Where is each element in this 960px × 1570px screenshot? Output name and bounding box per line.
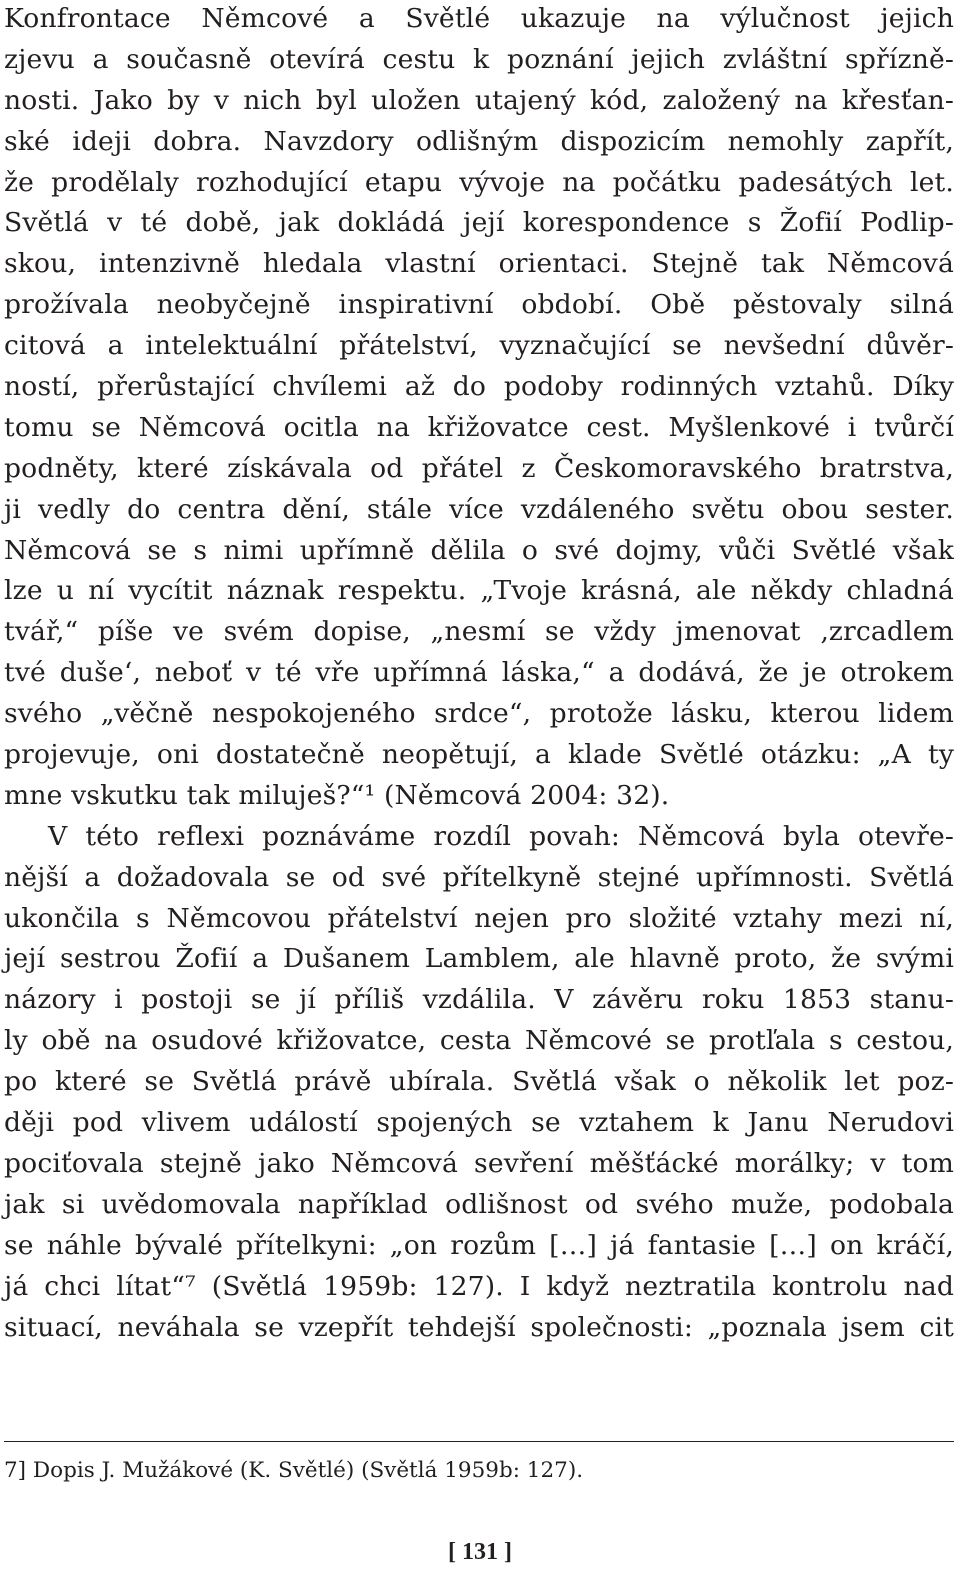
paragraph-first-line: V této reflexi poznáváme rozdíl povah: Němcová byla otevře-	[48, 820, 954, 852]
paragraph-last-line: mne vskutku tak miluješ?“¹ (Němcová 2004: 32).	[4, 779, 670, 811]
text-line: tomu se Němcová ocitla na křižovatce cest. Myšlenkové i tvůrčí	[4, 411, 954, 443]
text-line: tvář,“ píše ve svém dopise, „nesmí se vždy jmenovat ‚zrcadlem	[4, 616, 954, 648]
text-line: svého „věčně nespokojeného srdce“, protože lásku, kterou lidem	[4, 698, 954, 730]
footnote: 7] Dopis J. Mužákové (K. Světlé) (Světlá 1959b: 127).	[4, 1458, 584, 1483]
text-line: já chci lítat“⁷ (Světlá 1959b: 127). I když neztratila kontrolu nad	[4, 1270, 954, 1302]
text-line: podněty, které získávala od přátel z Českomoravského bratrstva,	[4, 452, 954, 484]
text-line: Světlá v té době, jak dokládá její korespondence s Žofií Podlip-	[4, 207, 954, 239]
text-line: Konfrontace Němcové a Světlé ukazuje na výlučnost jejich	[4, 3, 954, 34]
text-line: citová a intelektuální přátelství, vyznačující se nevšední důvěr-	[4, 330, 954, 362]
footnote-divider	[4, 1441, 954, 1442]
text-line: se náhle bývalé přítelkyni: „on rozům […] já fantasie […] on kráčí,	[4, 1229, 954, 1261]
text-line: její sestrou Žofií a Dušanem Lamblem, ale hlavně proto, že svými	[4, 943, 954, 975]
text-line: ji vedly do centra dění, stále více vzdáleného světu obou sester.	[4, 493, 954, 525]
text-line: pociťovala stejně jako Němcová sevření měšťácké morálky; v tom	[4, 1147, 954, 1179]
text-line: lze u ní vycítit náznak respektu. „Tvoje krásná, ale někdy chladná	[4, 575, 954, 607]
text-line: zjevu a současně otevírá cestu k poznání jejich zvláštní spřízně-	[4, 43, 954, 75]
text-line: ské ideji dobra. Navzdory odlišným dispozicím nemohly zapřít,	[4, 125, 954, 157]
text-line: po které se Světlá právě ubírala. Světlá však o několik let poz-	[4, 1066, 954, 1098]
text-line: projevuje, oni dostatečně neopětují, a klade Světlé otázku: „A ty	[4, 739, 954, 771]
text-line: ností, přerůstající chvílemi až do podoby rodinných vztahů. Díky	[4, 371, 954, 403]
text-line: ly obě na osudové křižovatce, cesta Němcové se protľala s cestou,	[4, 1025, 954, 1057]
body-text	[4, 0, 954, 1349]
text-line: nosti. Jako by v nich byl uložen utajený kód, založený na křesťan-	[4, 84, 954, 116]
text-line: tvé duše‘, neboť v té vře upřímná láska,“ a dodává, že je otrokem	[4, 657, 954, 689]
text-line: že prodělaly rozhodující etapu vývoje na počátku padesátých let.	[4, 166, 954, 198]
text-line: Němcová se s nimi upřímně dělila o své dojmy, vůči Světlé však	[4, 534, 954, 566]
text-line: prožívala neobyčejně inspirativní období. Obě pěstovaly silná	[4, 289, 954, 321]
text-line: ději pod vlivem událostí spojených se vztahem k Janu Nerudovi	[4, 1107, 954, 1139]
text-line: ukončila s Němcovou přátelství nejen pro složité vztahy mezi ní,	[4, 902, 954, 934]
text-line: názory i postoji se jí příliš vzdálila. V závěru roku 1853 stanu-	[4, 984, 954, 1016]
text-line: skou, intenzivně hledala vlastní orientaci. Stejně tak Němcová	[4, 248, 954, 280]
page-number: [ 131 ]	[448, 1539, 512, 1565]
text-line: nější a dožadovala se od své přítelkyně stejné upřímnosti. Světlá	[4, 861, 954, 893]
text-line: jak si uvědomovala například odlišnost od svého muže, podobala	[4, 1188, 954, 1220]
text-line: situací, neváhala se vzepřít tehdejší společnosti: „poznala jsem cit	[4, 1311, 954, 1343]
